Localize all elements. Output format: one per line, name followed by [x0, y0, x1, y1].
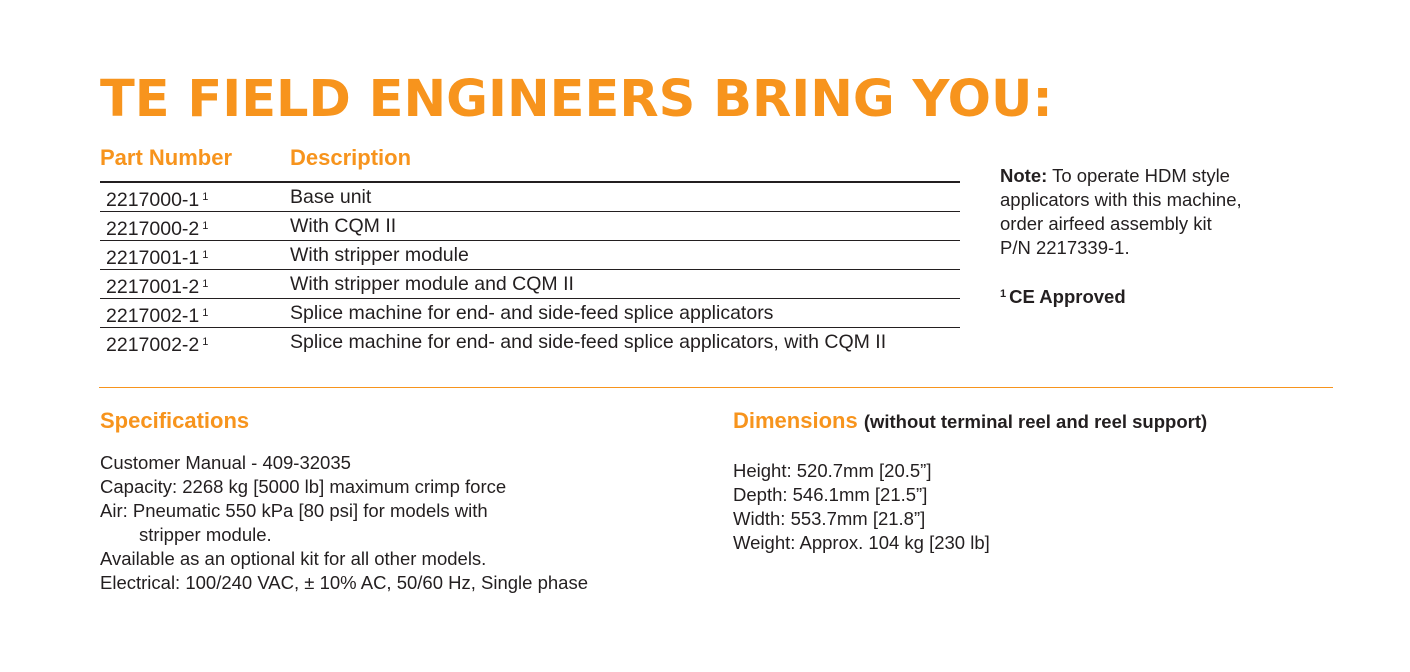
description-header: Description [290, 145, 412, 170]
dimension-line: Depth: 546.1mm [21.5”] [733, 484, 928, 505]
dimension-line: Width: 553.7mm [21.8”] [733, 508, 926, 529]
spec-line: Available as an optional kit for all other models. [100, 548, 487, 569]
specifications-title: Specifications [100, 408, 250, 433]
part-number: 2217000-2 [106, 218, 200, 240]
spec-line: Customer Manual - 409-32035 [100, 452, 351, 473]
description-cell: With CQM II [290, 215, 397, 237]
part-number-cell [100, 328, 290, 357]
part-number: 2217002-2 [106, 334, 200, 356]
note-line: To operate HDM style [1052, 165, 1230, 186]
part-number-cell [100, 241, 290, 269]
dimensions-list [733, 459, 1333, 555]
footnote-marker: 1 [202, 220, 209, 232]
note-label: Note: [1000, 165, 1048, 186]
table-row [100, 241, 960, 270]
part-number: 2217002-1 [106, 305, 200, 327]
table-row [100, 299, 960, 328]
dimension-line: Height: 520.7mm [20.5”] [733, 460, 932, 481]
table-row [100, 183, 960, 212]
part-number: 2217001-1 [106, 247, 200, 269]
part-number-cell [100, 183, 290, 211]
footnote-marker: 1 [202, 278, 209, 290]
part-number-cell [100, 212, 290, 240]
spec-line: Air: Pneumatic 550 kPa [80 psi] for models with [100, 500, 488, 521]
note-line: order airfeed assembly kit [1000, 213, 1212, 234]
table-row [100, 212, 960, 241]
specifications-section [100, 406, 720, 595]
description-cell: With stripper module and CQM II [290, 273, 574, 295]
footnote-marker: 1 [202, 249, 209, 261]
dimensions-heading [733, 406, 1333, 437]
footnote-marker: 1 [1000, 288, 1007, 300]
table-row [100, 328, 960, 357]
spec-line: Capacity: 2268 kg [5000 lb] maximum crimp force [100, 476, 507, 497]
table-row [100, 270, 960, 299]
note-line: applicators with this machine, [1000, 189, 1242, 210]
description-cell: Splice machine for end- and side-feed splice applicators, with CQM II [290, 331, 887, 353]
dimensions-title: Dimensions [733, 408, 858, 433]
parts-table [100, 143, 960, 357]
part-number: 2217001-2 [106, 276, 200, 298]
footnote-marker: 1 [202, 307, 209, 319]
part-number-cell [100, 270, 290, 298]
part-number-cell [100, 299, 290, 327]
section-divider [99, 387, 1333, 388]
description-cell: Splice machine for end- and side-feed splice applicators [290, 302, 774, 324]
dimensions-subtitle: (without terminal reel and reel support) [863, 411, 1208, 432]
footnote-marker: 1 [202, 191, 209, 203]
note-panel [1000, 164, 1300, 309]
footnote-text: CE Approved [1009, 286, 1126, 307]
page-title: TE FIELD ENGINEERS BRING YOU: [100, 70, 1053, 129]
part-number-header: Part Number [100, 145, 233, 170]
parts-table-body [100, 183, 960, 357]
footnote-marker: 1 [202, 336, 209, 348]
ce-approved-footnote [1000, 282, 1300, 309]
specifications-list [100, 451, 720, 595]
dimension-line: Weight: Approx. 104 kg [230 lb] [733, 532, 990, 553]
dimensions-section [733, 406, 1333, 555]
note-text [1000, 164, 1300, 260]
description-cell: With stripper module [290, 244, 469, 266]
spec-line: Electrical: 100/240 VAC, ± 10% AC, 50/60 Hz, Single phase [100, 572, 589, 593]
part-number: 2217000-1 [106, 189, 200, 211]
parts-table-header [100, 143, 960, 183]
description-cell: Base unit [290, 186, 372, 208]
spec-line: stripper module. [139, 524, 272, 545]
note-line: P/N 2217339-1. [1000, 237, 1130, 258]
